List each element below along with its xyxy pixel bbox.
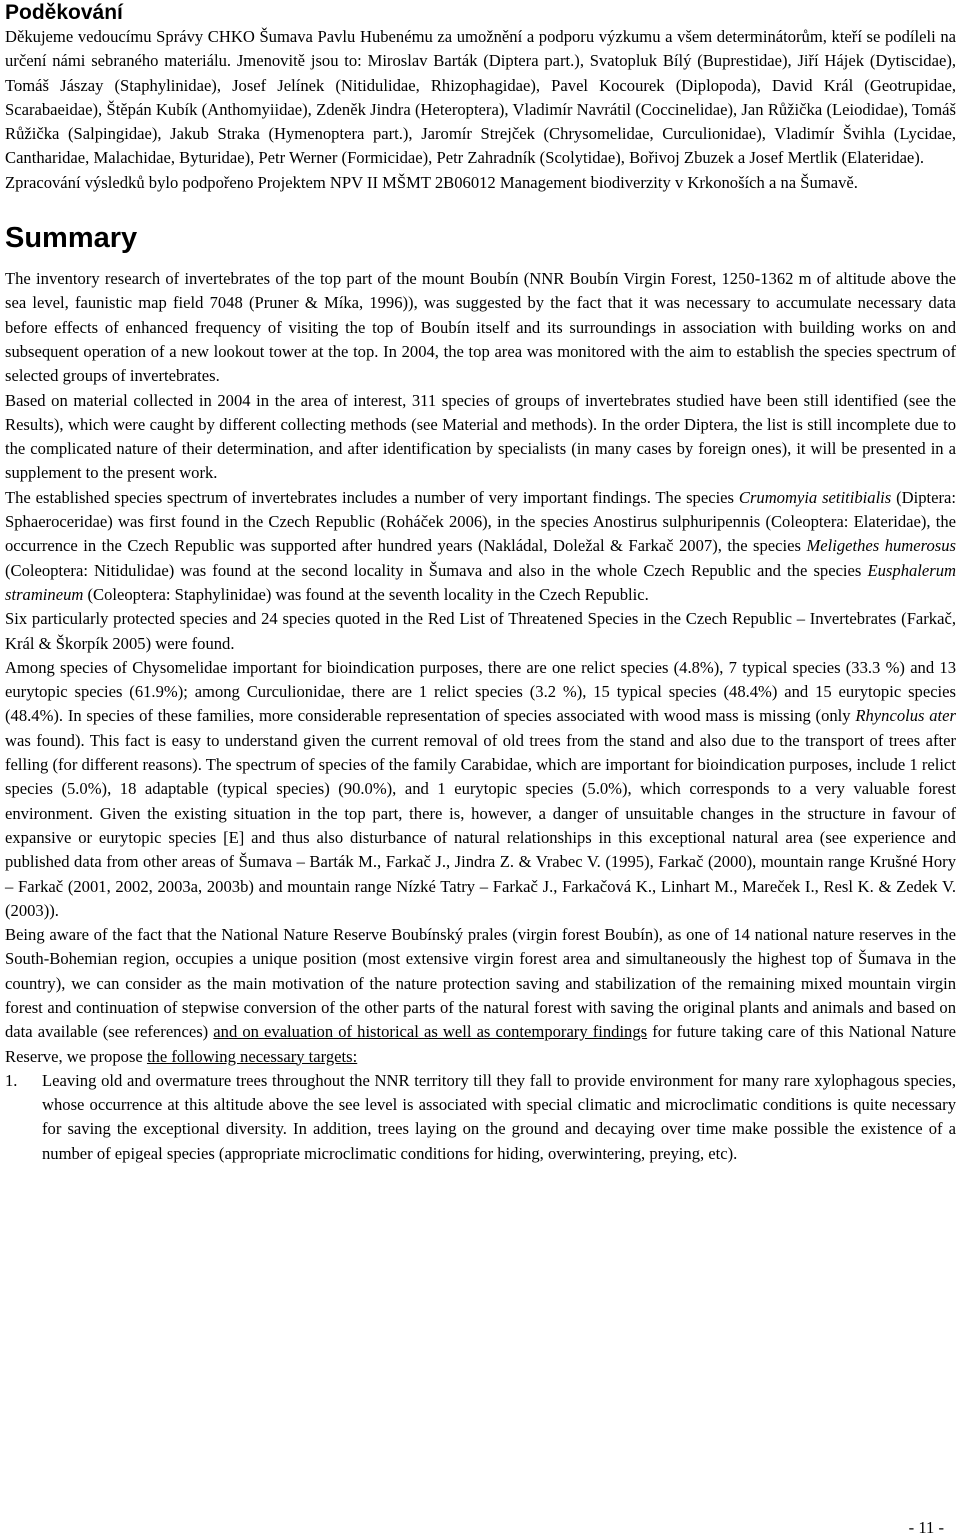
funding-paragraph: Zpracování výsledků bylo podpořeno Projektem NPV II MŠMT 2B06012 Management biodiverzity v Krkonoších a na Šumavě.: [5, 172, 858, 192]
text-run: The established species spectrum of invertebrates includes a number of very important findings. The species: [5, 487, 739, 507]
page-number: - 11 -: [908, 1518, 944, 1537]
acknowledgement-heading: Poděkování: [5, 1, 123, 24]
targets-list: [5, 1069, 956, 1166]
summary-paragraph-3: [5, 486, 956, 607]
list-item: [5, 1069, 956, 1166]
species-name: Meligethes humerosus: [806, 536, 956, 556]
text-run: for future taking care of this National Nature Reserve, we propose: [5, 1022, 957, 1066]
summary-paragraph-1: The inventory research of invertebrates of the top part of the mount Boubín (NNR Boubín Virgin Forest, 1250-1362 m of altitude above the sea level, faunistic map field 7048 (Pruner & Míka, 1996)), was suggested by the fact that it was necessary to accumulate necessary data before effects of enhanced frequency of visiting the top of Boubín itself and its surroundings in association with building works on and subsequent operation of a new lookout tower at the top. In 2004, the top area was monitored with the aim to establish the species spectrum of selected groups of invertebrates.: [5, 269, 956, 386]
summary-paragraph-5: [5, 656, 956, 923]
summary-paragraph-2: Based on material collected in 2004 in the area of interest, 311 species of groups of invertebrates studied have been still identified (see the Results), which were caught by different collecting methods (see Material and methods). In the order Diptera, the list is still incomplete due to the complicated nature of their determination, and after identification by specialists (in many cases by foreign ones), it will be presented in a supplement to the present work.: [5, 390, 956, 483]
text-run: (Coleoptera: Staphylinidae) was found at the seventh locality in the Czech Republic.: [83, 584, 649, 604]
text-run: (Diptera: Sphaeroceridae) was first found in the Czech Republic (Roháček 2006), in the species Anostirus sulphuripennis (Coleoptera: Elateridae), the occurrence in the Czech Republic was supported after hundred years (Nakládal, Doležal & Farkač 2007), the species: [5, 487, 957, 556]
underlined-text: the following necessary targets:: [146, 1046, 358, 1066]
acknowledgement-paragraph: Děkujeme vedoucímu Správy CHKO Šumava Pavlu Hubenému za umožnění a podporu výzkumu a všem determinátorům, kteří se podíleli na určení námi sebraného materiálu. Jmenovitě jsou to: Miroslav Barták (Diptera part.), Svatopluk Bílý (Buprestidae), Jiří Hájek (Dytiscidae), Tomáš Jászay (Staphylinidae), Josef Jelínek (Nitidulidae, Rhizophagidae), Pavel Kocourek (Diplopoda), David Král (Geotrupidae, Scarabaeidae), Štěpán Kubík (Anthomyiidae), Zdeněk Jindra (Heteroptera), Vladimír Navrátil (Coccinelidae), Jan Růžička (Leiodidae), Tomáš Růžička (Salpingidae), Jakub Straka (Hymenoptera part.), Jaromír Strejček (Chrysomelidae, Curculionidae), Vladimír Švihla (Lycidae, Cantharidae, Malachidae, Byturidae), Petr Werner (Formicidae), Petr Zahradník (Scolytidae), Bořivoj Zbuzek a Josef Mertlik (Elateridae).: [5, 27, 956, 168]
text-run: Being aware of the fact that the National Nature Reserve Boubínský prales (virgin forest Boubín), as one of 14 national nature reserves in the South-Bohemian region, occupies a unique position (most extensive virgin forest area and simultaneously the highest top of Šumava in the country), we can consider as the main motivation of the nature protection saving and stabilization of the remaining mixed mountain virgin forest and continuation of stepwise conversion of the other parts of the natural forest with saving the original plants and animals and based on data available (see references): [5, 925, 956, 1042]
text-run: Among species of Chysomelidae important for bioindication purposes, there are one relict species (4.8%), 7 typical species (33.3 %) and 13 eurytopic species (61.9%); among Curculionidae, there are 1 relict species (3.2 %), 15 typical species (48.4%) and 15 eurytopic species (48.4%). In species of these families, more considerable representation of species associated with wood mass is missing (only: [5, 657, 956, 726]
list-item-number: 1.: [5, 1070, 18, 1090]
document-page: [5, 0, 956, 1166]
summary-paragraph-6: [5, 923, 956, 1069]
underlined-text: and on evaluation of historical as well as contemporary findings: [213, 1022, 648, 1042]
species-name: Rhyncolus ater: [855, 706, 956, 726]
text-run: (Coleoptera: Nitidulidae) was found at the second locality in Šumava and also in the whole Czech Republic and the species: [5, 560, 868, 580]
summary-paragraph-4: Six particularly protected species and 24 species quoted in the Red List of Threatened Species in the Czech Republic – Invertebrates (Farkač, Král & Škorpík 2005) were found.: [5, 609, 956, 653]
acknowledgement-section: [5, 1, 956, 195]
list-item-text: Leaving old and overmature trees throughout the NNR territory till they fall to provide environment for many rare xylophagous species, whose occurrence at this altitude above the see level is associated with special climatic and microclimatic conditions is quite necessary for saving the exceptional diversity. In addition, trees laying on the ground and decaying over time make possible the existence of a number of epigeal species (appropriate microclimatic conditions for hiding, overwintering, preying, etc).: [42, 1070, 956, 1163]
summary-section: [5, 221, 956, 1166]
summary-heading: Summary: [5, 222, 138, 255]
species-name: Eusphalerum stramineum: [5, 560, 956, 604]
species-name: Crumomyia setitibialis: [738, 487, 892, 507]
text-run: was found). This fact is easy to understand given the current removal of old trees from the stand and also due to the transport of trees after felling (for different reasons). The spectrum of species of the family Carabidae, which are important for bioindication purposes, include 1 relict species (5.0%), 18 adaptable (typical species) (90.0%), and 1 eurytopic species (5.0%), which corresponds to a very valuable forest environment. Given the existing situation in the top part, there is, however, a danger of unsuitable changes in the structure in favour of expansive or eurytopic species [E] and thus also disturbance of natural relationships in this exceptional natural area (see experience and published data from other areas of Šumava – Barták M., Farkač J., Jindra Z. & Vrabec V. (1995), Farkač (2000), mountain range Krušné Hory – Farkač (2001, 2002, 2003a, 2003b) and mountain range Nízké Tatry – Farkač J., Farkačová K., Linhart M., Mareček I., Resl K. & Zedek V. (2003)).: [5, 730, 956, 920]
